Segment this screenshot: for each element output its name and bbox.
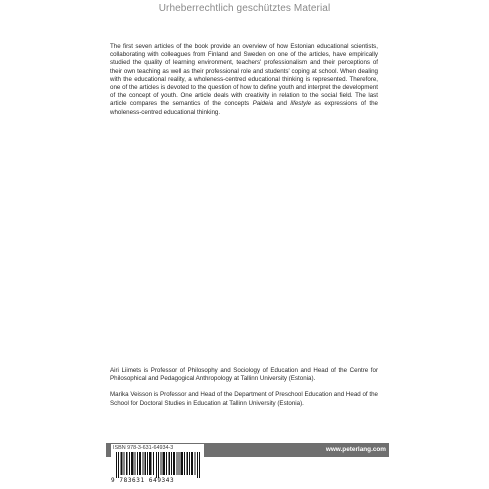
- publisher-website: www.peterlang.com: [325, 446, 386, 453]
- barcode-area: [111, 444, 204, 484]
- barcode-icon: [116, 452, 202, 478]
- description-text: The first seven articles of the book provide an overview of how Estonian educational scientists, collaborating with colleagues from Finland and Sweden on one of the articles, have empirically studied the quality of learning environment, teachers' professionalism and their perceptions of their own teaching as well as their professional role and students' coping at school. When dealing with the educational reality, a wholeness-centred educational thinking is represented. Therefore, one of the articles is devoted to the question of how to define youth and interpret the development of the concept of youth. One article deals with creativity in relation to the social field. The last article compares the semantics of the concepts: [110, 43, 378, 108]
- description-ending: as expressions of the wholeness-centred educational thinking.: [110, 100, 378, 116]
- author-bios: [110, 367, 378, 416]
- watermark-text: Urheberrechtlich geschütztes Material: [158, 3, 331, 14]
- author-bio-liimets: Airi Liimets is Professor of Philosophy and Sociology of Education and Head of the Centre for Philosophical and Pedagogical Anthropology at Tallinn University (Estonia).: [110, 367, 378, 383]
- description-conjunction: and: [273, 100, 291, 108]
- author-bio-veisson: Marika Veisson is Professor and Head of the Department of Preschool Education and Head of the School for Doctoral Studies in Education at Tallinn University (Estonia).: [110, 391, 378, 407]
- description-paragraph: [110, 43, 378, 117]
- concept-paideia: Paideia: [252, 100, 274, 108]
- book-description: [110, 43, 378, 117]
- concept-lifestyle: lifestyle: [290, 100, 312, 108]
- isbn-label: ISBN 978-3-631-64934-3: [113, 445, 174, 451]
- barcode-number: 9 783631 649343: [111, 477, 175, 484]
